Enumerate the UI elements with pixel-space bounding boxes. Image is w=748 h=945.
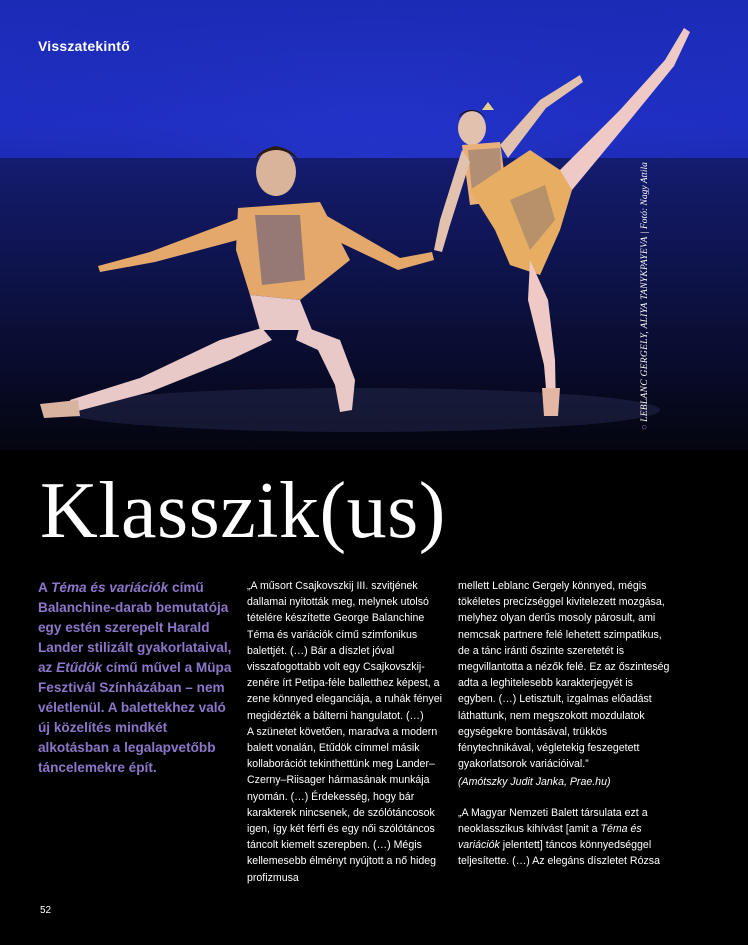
lead-work-title-2: Etűdök	[56, 660, 103, 675]
column-3-paragraph-2-part-a: „A Magyar Nemzeti Balett társulata ezt a neoklasszikus kihívást [amit a	[458, 806, 648, 835]
lead-part-1: A	[38, 580, 52, 595]
lead-part-2: című Balanchine-darab bemutatója egy estén szerepelt Harald Lander stilizált gyakorlataival, az	[38, 580, 232, 675]
column-2-paragraph-1: „A műsort Csajkovszkij III. szvitjének dallamai nyitották meg, melynek utolsó tételére készítette George Balanchine Téma és variációk című szimfonikus balettjét. (…) Bár a díszlet jóval visszafogottabb volt egy Csajkovszkij-zenére írt Petipa-féle balletthez képest, a zene könnyed eleganciája, a ruhák fényei megidézték a bálterni hangulatot. (…)	[247, 580, 442, 722]
lead-work-title-1: Téma és variációk	[51, 580, 169, 595]
ballet-photo	[0, 0, 748, 450]
column-3-paragraph-1: mellett Leblanc Gergely könnyed, mégis tökéletes precízséggel kivitelezett mozgása, melyhez olyan derűs mosoly párosult, ami nemcsak partnere felé lehetett szimpatikus, de a tánc iránti őszinte szeretetét is megvillantotta a nézők felé. Ez az őszinteség adta a leghitelesebb karakterjegyét is egyben. (…) Letisztult, izgalmas előadást láthattunk, nem megszokott mozdulatok egységekre bontásával, trükkös fénytechnikával, végletekig feszegetett gyakorlatsorok variációival.”	[458, 580, 670, 771]
page-number: 52	[40, 905, 52, 916]
column-2-paragraph-2: A szünetet követően, maradva a modern balett vonalán, Etűdök címmel másik kollaborációt tekinthettünk meg Lander–Czerny–Riisager hármasának munkája nyomán. (…) Érdekesség, hogy bár karakterek nincsenek, de szólótáncosok igen, így két férfi és egy női szólótáncos táncolt kiemelt szerepben. (…) Mégis kellemesebb élményt nyújtott a nő hideg profizmusa	[247, 725, 438, 884]
photo-caption	[640, 162, 650, 430]
section-label: Visszatekintő	[38, 38, 130, 54]
column-3-paragraph-2	[458, 805, 670, 870]
article-lead	[38, 578, 234, 778]
caption-photo-credit: Fotó: Nagy Attila	[640, 162, 650, 229]
caption-ring-icon: ○	[640, 424, 650, 430]
review-credit: (Amótszky Judit Janka, Prae.hu)	[458, 776, 611, 789]
column-3-paragraph-2-part-b: jelentett] táncos könnyedséggel teljesítette. (…) Az elegáns díszletet Rózsa	[458, 839, 660, 868]
caption-separator: |	[640, 229, 650, 237]
lead-part-3: című művel a Müpa Fesztivál Színházában – nem véletlenül. A balettekhez való új közelítés mindkét alkotásban a legalapvetőbb táncelemekre épít.	[38, 660, 232, 775]
article-title: Klasszik(us)	[40, 467, 446, 555]
caption-dancer-names: LEBLANC GERGELY, ALIYA TANYKPAYEVA	[640, 236, 650, 422]
article-column-3	[458, 578, 670, 869]
column-3-work-title: Téma és variációk	[458, 822, 642, 852]
article-column-2	[247, 578, 443, 886]
ballet-dancers-illustration	[0, 0, 748, 450]
